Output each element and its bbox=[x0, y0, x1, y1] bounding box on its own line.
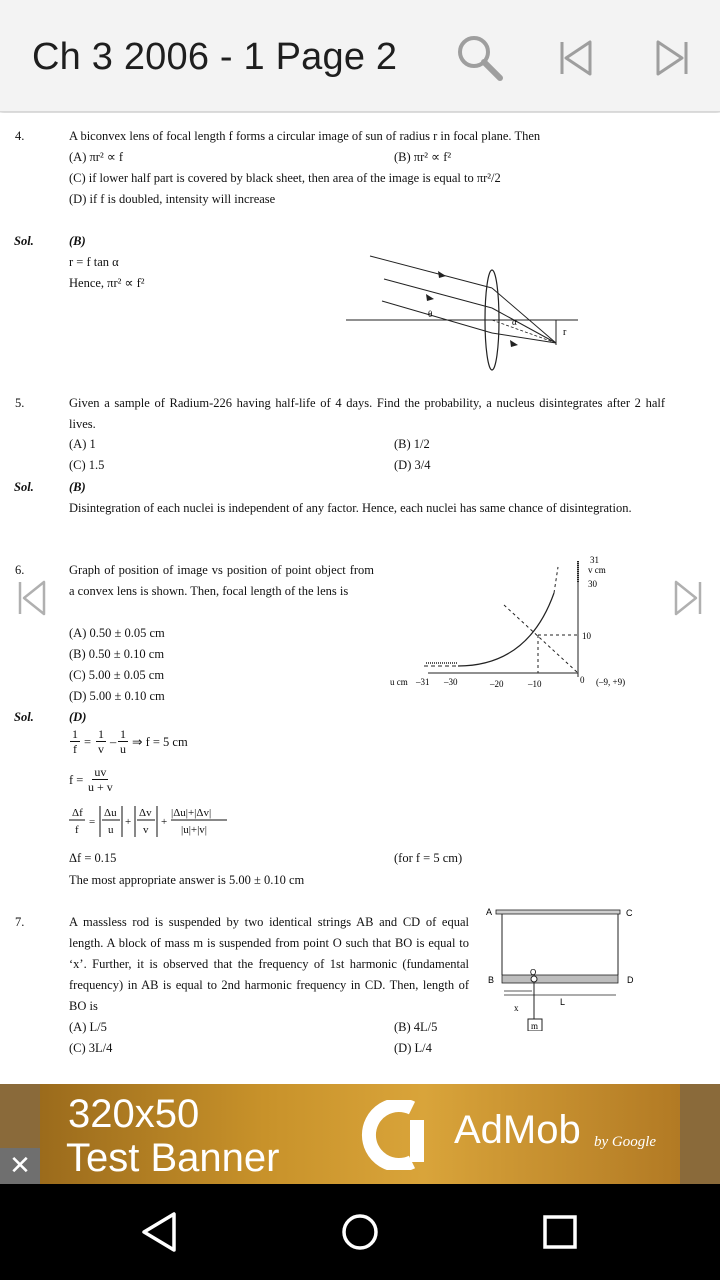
option-d: (D) 5.00 ± 0.10 cm bbox=[69, 689, 165, 703]
solution-text: Disintegration of each nuclei is independent of any factor. Hence, each nuclei has same chance of disintegration. bbox=[69, 501, 632, 515]
tick-label: 0 bbox=[580, 675, 585, 685]
question-text: A biconvex lens of focal length f forms a circular image of sun of radius r in focal plane. Then bbox=[69, 129, 541, 143]
system-nav-bar bbox=[0, 1184, 720, 1280]
axis-label: v cm bbox=[588, 565, 606, 575]
equation-label: f = bbox=[69, 773, 84, 787]
svg-text:Δu: Δu bbox=[104, 807, 117, 819]
option-c: (C) if lower half part is covered by black sheet, then area of the image is equal to πr²/2 bbox=[69, 171, 501, 185]
denominator: u + v bbox=[88, 780, 113, 794]
option-d: (D) 3/4 bbox=[394, 458, 431, 472]
option-d: (D) L/4 bbox=[394, 1041, 432, 1055]
ad-brand-text: AdMob bbox=[454, 1108, 581, 1152]
next-page-icon[interactable] bbox=[670, 578, 706, 618]
home-icon[interactable] bbox=[338, 1210, 382, 1254]
answer: (B) bbox=[69, 234, 86, 248]
fraction: $\frac{1}{u}$ bbox=[120, 727, 126, 756]
lens-ray-diagram bbox=[346, 251, 578, 373]
back-icon[interactable] bbox=[138, 1210, 182, 1254]
option-a: (A) L/5 bbox=[69, 1020, 107, 1034]
alpha-label: α bbox=[512, 317, 517, 327]
option-b: (B) 1/2 bbox=[394, 437, 430, 451]
option-c: (C) 3L/4 bbox=[69, 1041, 113, 1055]
ad-close-button[interactable]: ✕ bbox=[0, 1148, 40, 1184]
answer: (D) bbox=[69, 710, 87, 724]
svg-text:|u|+|v|: |u|+|v| bbox=[181, 824, 208, 836]
question-number: 7. bbox=[15, 915, 25, 929]
point-label: (–9, +9) bbox=[596, 677, 626, 687]
option-b: (B) 0.50 ± 0.10 cm bbox=[69, 647, 165, 661]
option-b: (B) 4L/5 bbox=[394, 1020, 438, 1034]
option-a: (A) 1 bbox=[69, 437, 96, 451]
option-d: (D) if f is doubled, intensity will increase bbox=[69, 192, 276, 206]
option-a: (A) 0.50 ± 0.05 cm bbox=[69, 626, 165, 640]
ad-banner[interactable] bbox=[0, 1084, 720, 1184]
admob-logo-icon bbox=[360, 1100, 440, 1170]
ad-label-text: Test Banner bbox=[66, 1136, 280, 1180]
ad-by-text: by Google bbox=[594, 1134, 657, 1150]
tick-label: 30 bbox=[588, 579, 597, 589]
length-L-label: L bbox=[560, 997, 566, 1007]
equals-sign: = bbox=[84, 735, 92, 749]
theta-label: θ bbox=[428, 309, 433, 319]
question-number: 6. bbox=[15, 563, 25, 577]
search-icon[interactable] bbox=[452, 30, 508, 86]
point-B-label: B bbox=[488, 975, 495, 985]
option-a: (A) πr² ∝ f bbox=[69, 150, 124, 164]
equation-result: ⇒ f = 5 cm bbox=[132, 735, 188, 749]
previous-page-icon[interactable] bbox=[14, 578, 50, 618]
svg-text:v: v bbox=[143, 824, 149, 836]
axis-label: u cm bbox=[390, 677, 408, 687]
ad-size-text: 320x50 bbox=[68, 1092, 200, 1136]
distance-x-label: x bbox=[514, 1003, 519, 1013]
tick-label: –10 bbox=[528, 679, 542, 689]
tick-label: 31 bbox=[590, 555, 599, 565]
svg-text:u: u bbox=[108, 824, 114, 836]
question-text: Graph of position of image vs position of point object from a convex lens is shown. Then, focal length of the lens is bbox=[69, 563, 374, 598]
radius-label: r bbox=[563, 327, 567, 338]
ad-side-panel bbox=[680, 1084, 720, 1184]
fraction: $\frac{1}{v}$ bbox=[98, 727, 104, 756]
solution-line: Hence, πr² ∝ f² bbox=[69, 276, 145, 290]
tick-label: –30 bbox=[444, 677, 458, 687]
svg-text:Δv: Δv bbox=[139, 807, 152, 819]
tick-label: 10 bbox=[582, 631, 591, 641]
image-object-graph bbox=[388, 553, 638, 695]
delta-f: Δf = 0.15 bbox=[69, 851, 117, 865]
point-A-label: A bbox=[486, 907, 493, 917]
fraction bbox=[88, 765, 113, 794]
delta-f-note: (for f = 5 cm) bbox=[394, 851, 463, 865]
tick-label: –31 bbox=[416, 677, 430, 687]
document-page[interactable] bbox=[0, 113, 720, 1084]
recents-icon[interactable] bbox=[538, 1210, 582, 1254]
mass-m-label: m bbox=[531, 1021, 539, 1031]
solution-label: Sol. bbox=[14, 710, 34, 724]
error-formula bbox=[69, 803, 249, 843]
option-c: (C) 5.00 ± 0.05 cm bbox=[69, 668, 165, 682]
rod-string-diagram bbox=[484, 903, 644, 1031]
answer: (B) bbox=[69, 480, 86, 494]
option-b: (B) πr² ∝ f² bbox=[394, 150, 452, 164]
question-text: A massless rod is suspended by two identical strings AB and CD of equal length. A block of mass m is suspended from point O such that BO is equal to ‘x’. Further, it is observed that the frequency of 1st harmonic (fundamental frequency) in AB is equal to 2nd harmonic frequency in CD. Then, length of BO is bbox=[69, 915, 469, 1013]
skip-previous-icon[interactable] bbox=[548, 30, 604, 86]
svg-text:Δf: Δf bbox=[72, 807, 83, 819]
solution-label: Sol. bbox=[14, 480, 34, 494]
numerator: uv bbox=[94, 765, 107, 779]
svg-text:=: = bbox=[89, 816, 96, 828]
option-c: (C) 1.5 bbox=[69, 458, 105, 472]
point-D-label: D bbox=[627, 975, 634, 985]
page-title: Ch 3 2006 - 1 Page 2 bbox=[32, 36, 398, 78]
minus-sign: – bbox=[110, 735, 117, 749]
svg-text:+: + bbox=[125, 816, 132, 828]
question-text: Given a sample of Radium-226 having half-life of 4 days. Find the probability, a nucleus disintegrates after 2 half lives. bbox=[69, 396, 665, 431]
question-number: 4. bbox=[15, 129, 25, 143]
svg-text:+: + bbox=[161, 816, 168, 828]
solution-conclusion: The most appropriate answer is 5.00 ± 0.10 cm bbox=[69, 873, 305, 887]
svg-text:|Δu|+|Δv|: |Δu|+|Δv| bbox=[171, 807, 212, 819]
skip-next-icon[interactable] bbox=[644, 30, 700, 86]
svg-text:f: f bbox=[75, 824, 79, 836]
solution-line: r = f tan α bbox=[69, 255, 119, 269]
solution-label: Sol. bbox=[14, 234, 34, 248]
point-O-label: O bbox=[530, 968, 537, 977]
fraction: $\frac{1}{f}$ bbox=[72, 727, 78, 756]
tick-label: –20 bbox=[490, 679, 504, 689]
question-number: 5. bbox=[15, 396, 25, 410]
point-C-label: C bbox=[626, 908, 633, 918]
app-bar bbox=[0, 0, 720, 112]
